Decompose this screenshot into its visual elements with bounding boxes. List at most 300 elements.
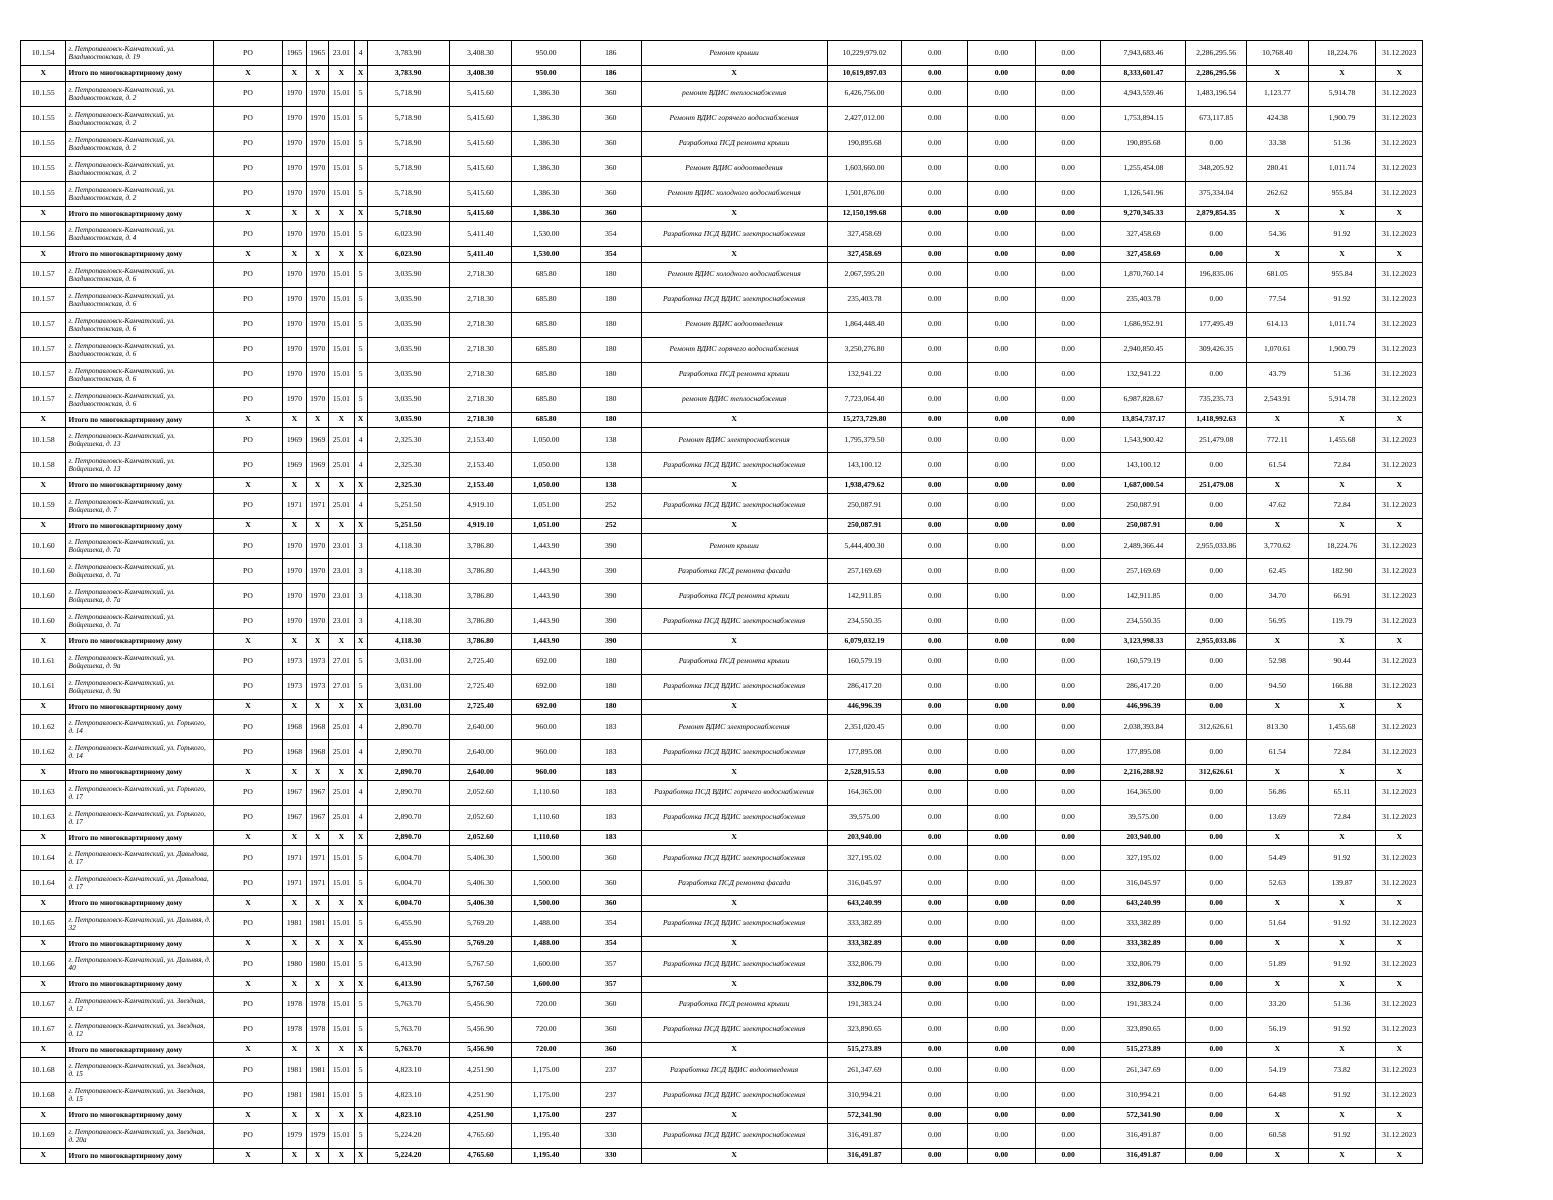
table-cell: X [354, 699, 367, 715]
table-cell: 0.00 [902, 1108, 968, 1124]
table-cell: 0.00 [902, 1083, 968, 1108]
table-cell: X [1376, 1042, 1423, 1058]
table-cell: 15.01 [329, 387, 354, 412]
table-cell: 0.00 [902, 534, 968, 559]
table-cell: 15.01 [329, 846, 354, 871]
table-cell: 0.00 [902, 584, 968, 609]
table-cell: X [1376, 412, 1423, 428]
table-cell: 5,718.90 [367, 106, 449, 131]
table-cell: 0.00 [1035, 911, 1101, 936]
table-cell: 2,879,854.35 [1186, 206, 1247, 222]
table-cell: 10.1.55 [21, 131, 66, 156]
table-cell: 0.00 [968, 911, 1036, 936]
table-cell: 10.1.62 [21, 715, 66, 740]
table-cell: г. Петропавловск-Камчатский, ул. Войцешека, д. 7а [66, 559, 214, 584]
table-cell: 0.00 [1186, 977, 1247, 993]
table-cell: 25.01 [329, 715, 354, 740]
table-cell: 3,123,998.33 [1101, 634, 1186, 650]
table-cell: РО [214, 1017, 283, 1042]
table-cell: 0.00 [902, 387, 968, 412]
table-cell: г. Петропавловск-Камчатский, ул. Войцешека, д. 13 [66, 428, 214, 453]
table-cell: 0.00 [902, 699, 968, 715]
table-cell: 10.1.55 [21, 181, 66, 206]
table-cell: 0.00 [1035, 649, 1101, 674]
table-cell: 1,687,000.54 [1101, 478, 1186, 494]
table-cell: 25.01 [329, 780, 354, 805]
table-cell: г. Петропавловск-Камчатский, ул. Владивостокская, д. 4 [66, 222, 214, 247]
table-cell: X [21, 699, 66, 715]
table-cell: РО [214, 81, 283, 106]
table-cell: 955.84 [1308, 262, 1376, 287]
table-cell: 1970 [282, 222, 306, 247]
table-cell: 0.00 [1186, 493, 1247, 518]
table-cell: 1,530.00 [512, 222, 581, 247]
table-cell: 2,489,366.44 [1101, 534, 1186, 559]
table-cell: 5,415.60 [449, 156, 512, 181]
table-cell: 18,224.76 [1308, 41, 1376, 66]
table-cell: 60.58 [1247, 1123, 1309, 1148]
table-cell: 10.1.65 [21, 911, 66, 936]
table-cell: 1,443.90 [512, 609, 581, 634]
table-cell: 1,175.00 [512, 1083, 581, 1108]
table-cell: 309,426.35 [1186, 337, 1247, 362]
table-cell: 1970 [282, 287, 306, 312]
table-cell: 0.00 [902, 181, 968, 206]
table-cell: РО [214, 131, 283, 156]
total-row [21, 518, 1423, 534]
table-cell: 0.00 [1035, 896, 1101, 912]
table-cell: 4,823.10 [367, 1108, 449, 1124]
table-cell: 0.00 [902, 1058, 968, 1083]
table-cell: 6,004.70 [367, 896, 449, 912]
table-cell: X [641, 936, 827, 952]
table-cell: Разработка ПСД ремонта крыши [641, 584, 827, 609]
table-cell: Итого по многоквартирному дому [66, 765, 214, 781]
table-cell: X [329, 412, 354, 428]
table-cell: 0.00 [968, 936, 1036, 952]
table-row [21, 262, 1423, 287]
table-cell: X [307, 247, 329, 263]
table-cell: 33.20 [1247, 992, 1309, 1017]
table-cell: 316,491.87 [1101, 1148, 1186, 1164]
table-row [21, 387, 1423, 412]
table-cell: X [1308, 765, 1376, 781]
table-cell: 0.00 [1035, 287, 1101, 312]
table-cell: 1970 [307, 609, 329, 634]
table-cell: 31.12.2023 [1376, 649, 1423, 674]
table-cell: 360 [580, 896, 641, 912]
table-cell: X [329, 896, 354, 912]
table-cell: 23.01 [329, 559, 354, 584]
table-cell: 681.05 [1247, 262, 1309, 287]
table-cell: X [21, 247, 66, 263]
table-cell: 183 [580, 830, 641, 846]
total-row [21, 699, 1423, 715]
table-cell: 1978 [307, 992, 329, 1017]
table-cell: 1981 [282, 1083, 306, 1108]
table-row [21, 871, 1423, 896]
table-cell: 1970 [307, 312, 329, 337]
table-cell: 91.92 [1308, 1083, 1376, 1108]
table-cell: 2,427,012.00 [827, 106, 902, 131]
table-cell: 515,273.89 [1101, 1042, 1186, 1058]
table-cell: 685.80 [512, 287, 581, 312]
table-cell: Разработка ПСД ВДИС электроснабжения [641, 846, 827, 871]
table-cell: 5,914.78 [1308, 387, 1376, 412]
table-cell: 4 [354, 805, 367, 830]
table-cell: 160,579.19 [1101, 649, 1186, 674]
table-cell: 1,443.90 [512, 634, 581, 650]
table-row [21, 493, 1423, 518]
table-cell: 180 [580, 387, 641, 412]
table-cell: 94.50 [1247, 674, 1309, 699]
table-cell: 1,123.77 [1247, 81, 1309, 106]
table-cell: 1970 [307, 106, 329, 131]
table-cell: 31.12.2023 [1376, 1123, 1423, 1148]
table-cell: 6,079,032.19 [827, 634, 902, 650]
table-cell: 316,491.87 [1101, 1123, 1186, 1148]
table-cell: 0.00 [968, 81, 1036, 106]
table-cell: 2,351,020.45 [827, 715, 902, 740]
table-cell: 10.1.64 [21, 871, 66, 896]
table-cell: X [214, 66, 283, 82]
table-cell: 261,347.69 [827, 1058, 902, 1083]
table-cell: 2,890.70 [367, 830, 449, 846]
table-cell: 31.12.2023 [1376, 992, 1423, 1017]
table-cell: 330 [580, 1123, 641, 1148]
table-cell: 5,914.78 [1308, 81, 1376, 106]
table-cell: 2,718.30 [449, 412, 512, 428]
table-cell: 10.1.55 [21, 106, 66, 131]
table-cell: 5,763.70 [367, 1017, 449, 1042]
table-cell: 234,550.35 [827, 609, 902, 634]
table-cell: 0.00 [1035, 1148, 1101, 1164]
table-cell: 5 [354, 1058, 367, 1083]
total-row [21, 936, 1423, 952]
table-cell: 61.54 [1247, 453, 1309, 478]
table-cell: Разработка ПСД ВДИС электроснабжения [641, 1123, 827, 1148]
table-cell: 1970 [307, 584, 329, 609]
table-cell: 3,786.80 [449, 634, 512, 650]
table-cell: X [641, 634, 827, 650]
table-cell: 3,031.00 [367, 674, 449, 699]
table-cell: 0.00 [1035, 830, 1101, 846]
table-cell: 39,575.00 [827, 805, 902, 830]
table-cell: 390 [580, 584, 641, 609]
table-cell: 3 [354, 584, 367, 609]
table-cell: X [307, 896, 329, 912]
table-row [21, 453, 1423, 478]
table-cell: 0.00 [968, 453, 1036, 478]
table-cell: 3,031.00 [367, 699, 449, 715]
table-cell: 0.00 [1186, 1108, 1247, 1124]
table-row [21, 41, 1423, 66]
table-cell: 186 [580, 66, 641, 82]
table-cell: 1970 [282, 559, 306, 584]
table-cell: 0.00 [1035, 805, 1101, 830]
table-cell: 91.92 [1308, 846, 1376, 871]
table-cell: 3 [354, 609, 367, 634]
table-cell: 1,050.00 [512, 478, 581, 494]
table-cell: г. Петропавловск-Камчатский, ул. Войцешека, д. 7а [66, 534, 214, 559]
table-cell: 515,273.89 [827, 1042, 902, 1058]
table-cell: 31.12.2023 [1376, 312, 1423, 337]
table-cell: 177,495.49 [1186, 312, 1247, 337]
table-cell: X [354, 518, 367, 534]
table-cell: 91.92 [1308, 1123, 1376, 1148]
table-cell: 5 [354, 312, 367, 337]
table-cell: 692.00 [512, 674, 581, 699]
table-cell: 0.00 [902, 805, 968, 830]
table-cell: Ремонт ВДИС водоотведения [641, 156, 827, 181]
table-cell: 4,919.10 [449, 518, 512, 534]
table-cell: 685.80 [512, 362, 581, 387]
table-cell: 6,023.90 [367, 222, 449, 247]
table-cell: 25.01 [329, 453, 354, 478]
table-cell: X [329, 699, 354, 715]
table-cell: 183 [580, 780, 641, 805]
table-cell: X [329, 206, 354, 222]
table-cell: 10.1.58 [21, 428, 66, 453]
table-row [21, 1083, 1423, 1108]
total-row [21, 412, 1423, 428]
table-cell: X [1247, 896, 1309, 912]
table-cell: 2,153.40 [449, 428, 512, 453]
table-cell: 446,996.39 [827, 699, 902, 715]
table-cell: X [307, 936, 329, 952]
table-cell: X [214, 206, 283, 222]
table-cell: 1970 [282, 131, 306, 156]
table-cell: 2,940,850.45 [1101, 337, 1186, 362]
table-cell: 1971 [307, 871, 329, 896]
table-cell: 354 [580, 936, 641, 952]
table-cell: 1,753,894.15 [1101, 106, 1186, 131]
table-cell: 0.00 [1186, 846, 1247, 871]
table-cell: 1965 [307, 41, 329, 66]
table-cell: 330 [580, 1148, 641, 1164]
table-cell: 0.00 [1035, 952, 1101, 977]
table-cell: 643,240.99 [1101, 896, 1186, 912]
table-cell: 3,035.90 [367, 337, 449, 362]
table-cell: 0.00 [1035, 1017, 1101, 1042]
table-cell: 0.00 [1035, 559, 1101, 584]
table-cell: 813.30 [1247, 715, 1309, 740]
table-cell: 0.00 [1035, 780, 1101, 805]
table-cell: X [641, 765, 827, 781]
table-cell: Итого по многоквартирному дому [66, 896, 214, 912]
table-row [21, 362, 1423, 387]
table-cell: 237 [580, 1108, 641, 1124]
table-cell: 1970 [282, 609, 306, 634]
table-cell: 0.00 [1186, 674, 1247, 699]
table-cell: 333,382.89 [1101, 936, 1186, 952]
table-cell: 31.12.2023 [1376, 780, 1423, 805]
table-cell: Итого по многоквартирному дому [66, 977, 214, 993]
table-cell: X [282, 412, 306, 428]
table-cell: 1981 [307, 911, 329, 936]
table-cell: Разработка ПСД ВДИС водоотведения [641, 1058, 827, 1083]
table-cell: Итого по многоквартирному дому [66, 634, 214, 650]
table-cell: 0.00 [1186, 1123, 1247, 1148]
table-cell: 6,004.70 [367, 871, 449, 896]
table-cell: 0.00 [1186, 1083, 1247, 1108]
table-cell: 15.01 [329, 81, 354, 106]
table-cell: г. Петропавловск-Камчатский, ул. Дальняя, д. 32 [66, 911, 214, 936]
table-cell: 0.00 [902, 262, 968, 287]
table-cell: X [214, 412, 283, 428]
table-cell: РО [214, 222, 283, 247]
table-cell: 0.00 [902, 518, 968, 534]
table-cell: 1969 [307, 453, 329, 478]
table-cell: 15.01 [329, 1083, 354, 1108]
table-cell: 10.1.57 [21, 287, 66, 312]
table-cell: 5,415.60 [449, 131, 512, 156]
table-cell: Итого по многоквартирному дому [66, 66, 214, 82]
table-cell: 1,488.00 [512, 936, 581, 952]
table-cell: 5 [354, 181, 367, 206]
table-cell: 9,270,345.33 [1101, 206, 1186, 222]
table-cell: X [354, 936, 367, 952]
table-cell: X [329, 247, 354, 263]
table-cell: 10.1.63 [21, 805, 66, 830]
table-cell: 360 [580, 1042, 641, 1058]
table-cell: 5,251.50 [367, 493, 449, 518]
table-cell: 1968 [307, 740, 329, 765]
table-cell: 2,955,033.86 [1186, 634, 1247, 650]
table-cell: X [1308, 66, 1376, 82]
table-cell: 15.01 [329, 222, 354, 247]
table-cell: 572,341.90 [827, 1108, 902, 1124]
table-cell: РО [214, 428, 283, 453]
table-cell: 18,224.76 [1308, 534, 1376, 559]
table-cell: 250,087.91 [1101, 493, 1186, 518]
table-cell: 15.01 [329, 156, 354, 181]
table-cell: X [1376, 478, 1423, 494]
table-cell: 203,940.00 [827, 830, 902, 846]
table-cell: г. Петропавловск-Камчатский, ул. Звездная, д. 15 [66, 1083, 214, 1108]
table-cell: X [641, 66, 827, 82]
table-cell: 360 [580, 1017, 641, 1042]
table-cell: X [1247, 478, 1309, 494]
table-cell: X [1247, 765, 1309, 781]
table-cell: 0.00 [968, 518, 1036, 534]
table-cell: 1978 [282, 1017, 306, 1042]
table-cell: X [641, 699, 827, 715]
table-cell: 6,413.90 [367, 977, 449, 993]
table-cell: X [1308, 896, 1376, 912]
total-row [21, 478, 1423, 494]
table-cell: 312,626.61 [1186, 765, 1247, 781]
table-cell: ремонт ВДИС теплоснабжения [641, 81, 827, 106]
table-cell: г. Петропавловск-Камчатский, ул. Горького, д. 14 [66, 715, 214, 740]
table-cell: 15.01 [329, 1058, 354, 1083]
table-cell: X [1247, 1148, 1309, 1164]
table-cell: X [1376, 977, 1423, 993]
table-cell: 5,406.30 [449, 871, 512, 896]
table-cell: X [354, 1042, 367, 1058]
table-cell: 4,943,559.46 [1101, 81, 1186, 106]
table-cell: 61.54 [1247, 740, 1309, 765]
table-cell: X [214, 936, 283, 952]
table-cell: X [1247, 634, 1309, 650]
table-cell: X [1308, 977, 1376, 993]
table-cell: X [21, 634, 66, 650]
table-cell: 31.12.2023 [1376, 952, 1423, 977]
table-cell: 950.00 [512, 66, 581, 82]
table-cell: г. Петропавловск-Камчатский, ул. Владивостокская, д. 2 [66, 81, 214, 106]
table-cell: 31.12.2023 [1376, 740, 1423, 765]
table-cell: Ремонт ВДИС горячего водоснабжения [641, 337, 827, 362]
table-cell: РО [214, 493, 283, 518]
table-cell: 31.12.2023 [1376, 715, 1423, 740]
table-cell: 1970 [282, 106, 306, 131]
table-cell: X [1376, 634, 1423, 650]
table-cell: 1970 [307, 387, 329, 412]
table-cell: 1,500.00 [512, 871, 581, 896]
table-cell: 15.01 [329, 337, 354, 362]
table-cell: 4 [354, 780, 367, 805]
table-cell: Разработка ПСД ВДИС электроснабжения [641, 287, 827, 312]
table-row [21, 740, 1423, 765]
table-cell: 6,004.70 [367, 846, 449, 871]
table-cell: 360 [580, 206, 641, 222]
table-cell: 0.00 [902, 66, 968, 82]
table-cell: 327,195.02 [1101, 846, 1186, 871]
table-cell: 72.84 [1308, 740, 1376, 765]
table-cell: 1,870,760.14 [1101, 262, 1186, 287]
table-cell: 354 [580, 911, 641, 936]
table-cell: 0.00 [902, 453, 968, 478]
table-cell: 2,325.30 [367, 478, 449, 494]
table-cell: 15.01 [329, 871, 354, 896]
table-cell: 2,890.70 [367, 740, 449, 765]
table-cell: 2,528,915.53 [827, 765, 902, 781]
table-cell: 2,052.60 [449, 780, 512, 805]
table-cell: X [21, 518, 66, 534]
table-cell: РО [214, 649, 283, 674]
table-cell: г. Петропавловск-Камчатский, ул. Горького, д. 14 [66, 740, 214, 765]
table-cell: Разработка ПСД ремонта крыши [641, 649, 827, 674]
table-cell: РО [214, 387, 283, 412]
table-cell: 1,500.00 [512, 846, 581, 871]
table-cell: 1,110.60 [512, 780, 581, 805]
table-row [21, 534, 1423, 559]
table-cell: 685.80 [512, 412, 581, 428]
table-cell: 0.00 [902, 559, 968, 584]
table-cell: X [354, 977, 367, 993]
table-cell: г. Петропавловск-Камчатский, ул. Горького, д. 17 [66, 805, 214, 830]
table-cell: РО [214, 715, 283, 740]
table-cell: 0.00 [968, 584, 1036, 609]
table-row [21, 287, 1423, 312]
table-cell: 0.00 [902, 41, 968, 66]
table-row [21, 952, 1423, 977]
table-cell: 15.01 [329, 362, 354, 387]
table-cell: 160,579.19 [827, 649, 902, 674]
table-cell: 257,169.69 [827, 559, 902, 584]
table-cell: 23.01 [329, 584, 354, 609]
table-cell: X [1247, 1042, 1309, 1058]
table-cell: 720.00 [512, 1017, 581, 1042]
table-cell: 1970 [307, 262, 329, 287]
table-row [21, 846, 1423, 871]
table-cell: 0.00 [1035, 131, 1101, 156]
table-cell: 1980 [282, 952, 306, 977]
table-cell: 62.45 [1247, 559, 1309, 584]
table-cell: 685.80 [512, 387, 581, 412]
table-cell: 180 [580, 649, 641, 674]
table-cell: 323,890.65 [827, 1017, 902, 1042]
